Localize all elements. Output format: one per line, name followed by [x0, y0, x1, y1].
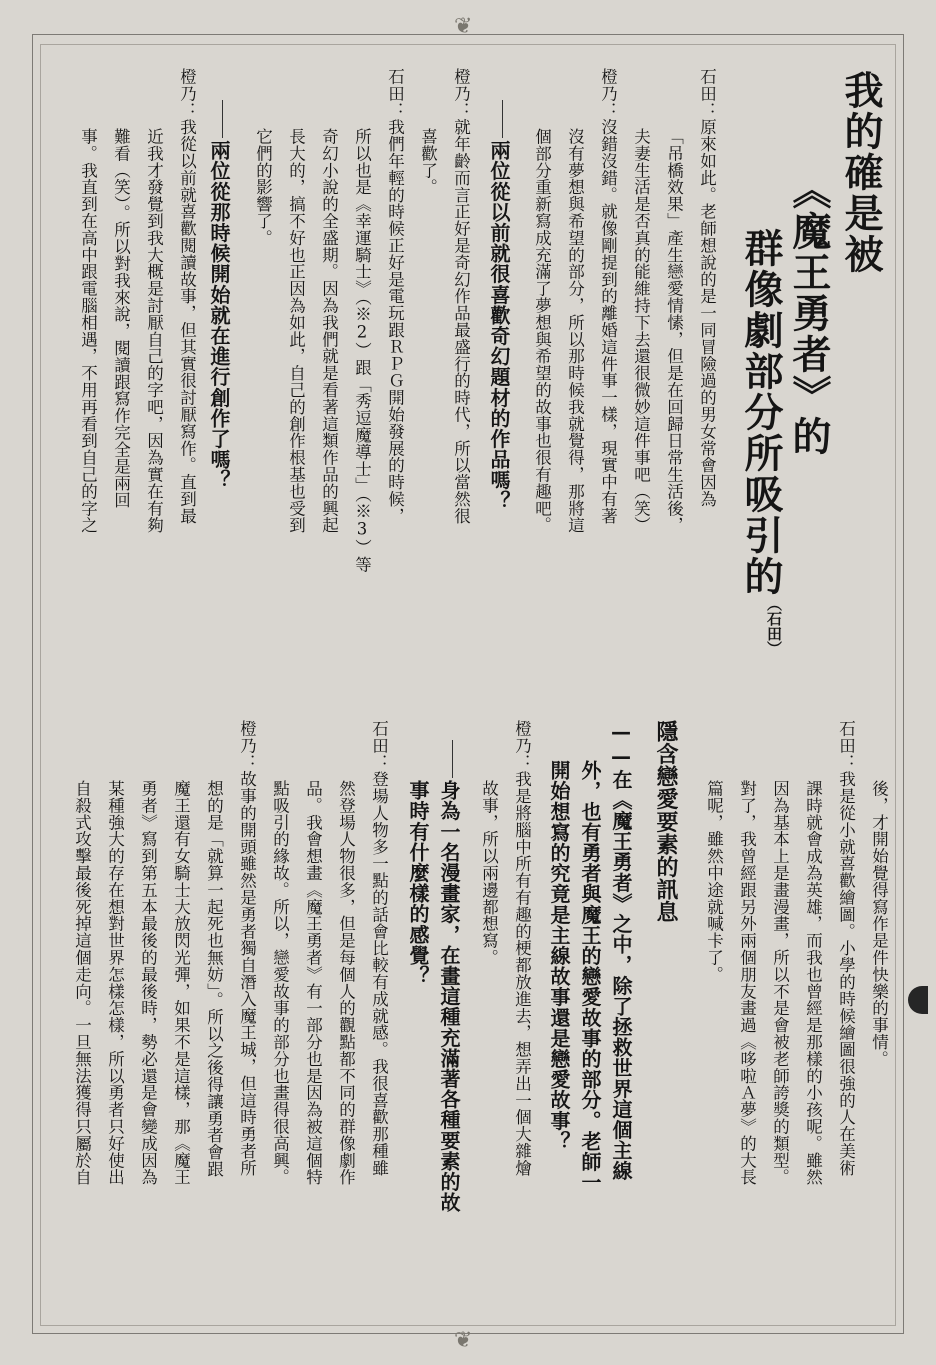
body-column: 它們的影響了。 — [253, 128, 273, 247]
body-column: 個部分重新寫成充滿了夢想與希望的故事也很有趣吧。 — [532, 128, 552, 534]
question-heading: 兩位從以前就很喜歡奇幻題材的作品嗎？ — [487, 140, 511, 511]
body-column: 品。我會想畫《魔王勇者》有一部分也是因為被這個特 — [303, 780, 323, 1186]
question-rule — [452, 740, 453, 778]
body-column: 「吊橋效果」產生戀愛情愫，但是在回歸日常生活後， — [664, 128, 684, 534]
question-heading: 兩位從那時候開始就在進行創作了嗎？ — [207, 140, 231, 491]
question-heading: 事時有什麼樣的感覺？ — [406, 780, 430, 986]
body-column: 橙乃：沒錯沒錯。就像剛提到的離婚這件事一樣，現實中有著 — [598, 68, 618, 525]
body-column: 某種強大的存在想對世界怎樣怎樣，所以勇者只好使出 — [105, 780, 125, 1186]
body-column: 事。我直到在高中跟電腦相遇，不用再看到自己的字之 — [78, 128, 98, 534]
question-rule — [502, 100, 503, 138]
top-ornament-icon: ❦ — [454, 14, 473, 39]
body-column: 自殺式攻擊最後死掉這個走向。一旦無法獲得只屬於自 — [72, 780, 92, 1186]
body-column: 喜歡了。 — [418, 128, 438, 196]
body-column: 奇幻小說的全盛期。因為我們就是看著這類作品的興起 — [319, 128, 339, 534]
question-heading: 開始想寫的究竟是主線故事還是戀愛故事？ — [547, 760, 571, 1152]
title-credit: （石田） — [765, 596, 783, 656]
question-heading: 外，也有勇者與魔王的戀愛故事的部分。老師一 — [578, 760, 602, 1193]
title-line-2: 《魔王勇者》的 — [786, 170, 831, 457]
question-heading: ——在《魔王勇者》之中，除了拯救世界這個主線 — [609, 720, 633, 1182]
body-column: 點吸引的緣故。所以，戀愛故事的部分也畫得很高興。 — [270, 780, 290, 1186]
body-column: 夫妻生活是否真的能維持下去還很微妙這件事吧（笑） — [631, 128, 651, 534]
body-column: 故事，所以兩邊都想寫。 — [479, 780, 499, 966]
body-column: 所以也是《幸運騎士》（※2）跟「秀逗魔導士」（※3）等 — [352, 128, 372, 573]
body-column: 沒有夢想與希望的部分，所以那時候我就覺得，那將這 — [565, 128, 585, 534]
body-column: 近我才發覺到我大概是討厭自己的字吧，因為實在有夠 — [144, 128, 164, 534]
body-column: 長大的，搞不好也正因為如此，自己的創作根基也受到 — [286, 128, 306, 534]
body-column: 對了，我曾經跟另外兩個朋友畫過《哆啦Ａ夢》的大長 — [737, 780, 757, 1186]
body-column: 石田：原來如此。老師想說的是一同冒險過的男女常會因為 — [697, 68, 717, 508]
title-line-3: 群像劇部分所吸引的 — [738, 228, 783, 597]
title-line-1: 我的確是被 — [838, 70, 883, 275]
body-column: 橙乃：我是將腦中所有有趣的梗都放進去，想弄出一個大雜燴 — [512, 720, 532, 1177]
bottom-ornament-icon: ❦ — [454, 1328, 473, 1353]
body-column: 難看（笑）。所以對我來說，閱讀跟寫作完全是兩回 — [111, 128, 131, 509]
page-edge-tab — [908, 986, 928, 1014]
section-heading: 隱含戀愛要素的訊息 — [653, 720, 678, 924]
question-rule — [222, 100, 223, 138]
body-column: 橙乃：我從以前就喜歡閱讀故事，但其實很討厭寫作。直到最 — [177, 68, 197, 525]
body-column: 石田：我是從小就喜歡繪圖。小學的時候繪圖很強的人在美術 — [836, 720, 856, 1177]
body-column: 因為基本上是畫漫畫，所以不是會被老師誇獎的類型。 — [770, 780, 790, 1186]
question-heading: 身為一名漫畫家，在畫這種充滿著各種要素的故 — [437, 780, 461, 1213]
body-column: 石田：登場人物多一點的話會比較有成就感。我很喜歡那種雖 — [369, 720, 389, 1177]
body-column: 魔王還有女騎士大放閃光彈，如果不是這樣，那《魔王 — [171, 780, 191, 1186]
body-column: 想的是「就算一起死也無妨」。所以之後得讓勇者會跟 — [204, 780, 224, 1178]
body-column: 然登場人物很多，但是每個人的觀點都不同的群像劇作 — [336, 780, 356, 1186]
body-column: 後，才開始覺得寫作是件快樂的事情。 — [869, 780, 889, 1068]
body-column: 橙乃：故事的開頭雖然是勇者獨自潛入魔王城，但這時勇者所 — [237, 720, 257, 1177]
body-column: 石田：我們年輕的時候正好是電玩跟ＲＰＧ開始發展的時候， — [385, 68, 405, 525]
body-column: 橙乃：就年齡而言正好是奇幻作品最盛行的時代，所以當然很 — [451, 68, 471, 525]
body-column: 篇呢，雖然中途就喊卡了。 — [704, 780, 724, 983]
body-column: 勇者》寫到第五本最後的最後時，勢必還是會變成因為 — [138, 780, 158, 1186]
body-column: 課時就會成為英雄，而我也曾經是那樣的小孩呢。雖然 — [803, 780, 823, 1186]
